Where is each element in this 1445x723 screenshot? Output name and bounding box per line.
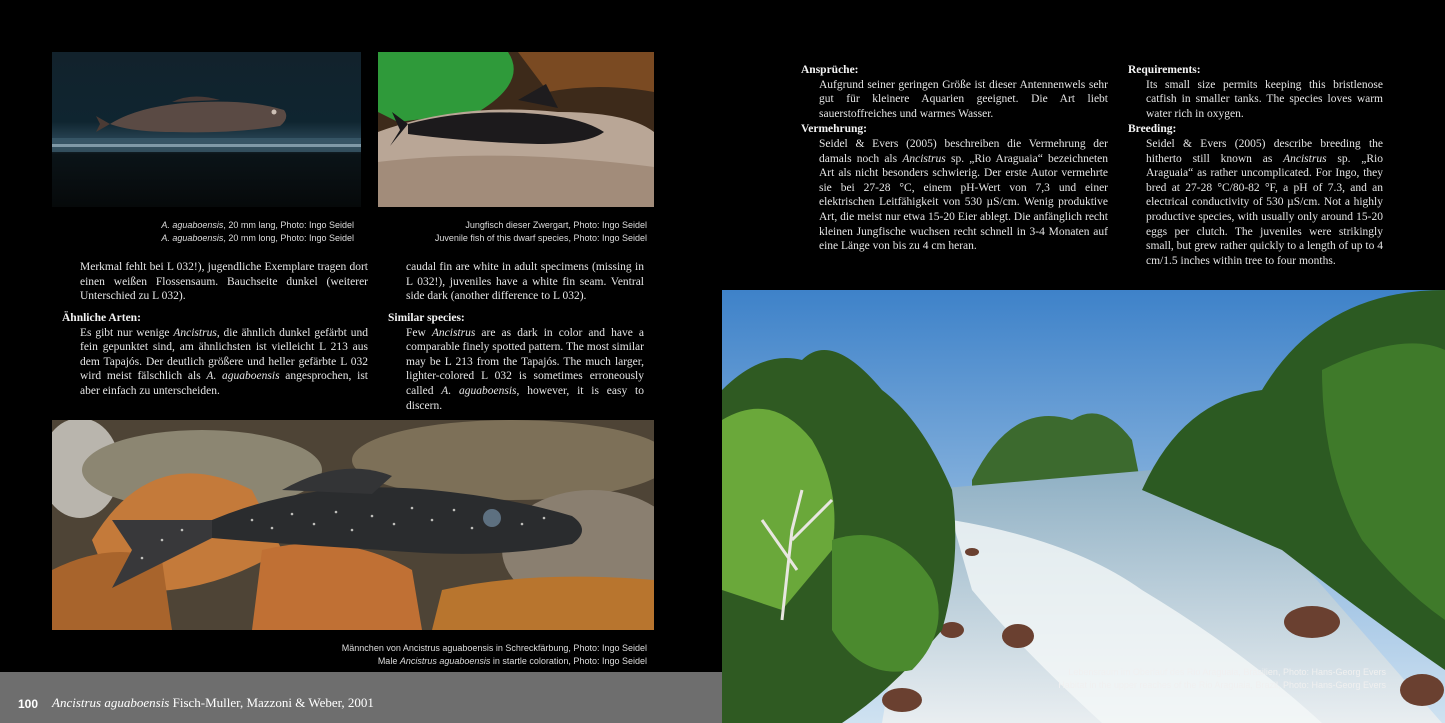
de-breeding-heading: Vermehrung: (801, 123, 868, 136)
caption-rock-en: Juvenile fish of this dwarf species, Photo: Ingo Seidel (434, 233, 647, 243)
en-similar-text: Few Ancistrus are as dark in color and have a comparable finely spotted pattern. The most similar may be L 213 from the Tapajós. The much larger, lighter-colored L 032 is sometimes erroneously called A. aguaboensis, however, it is easy to discern. (406, 326, 645, 412)
left-english-column (406, 260, 644, 304)
caption-male-de: Männchen von Ancistrus aguaboensis in Schreckfärbung, Photo: Ingo Seidel (341, 643, 647, 653)
caption-male-photo (52, 642, 647, 668)
de-requirements-text: Aufgrund seiner geringen Größe ist dieser Antennenwels sehr gut für kleinere Aquarien geeignet. Die Art liebt sauerstoffreiches und warmes Wasser. (819, 78, 1108, 120)
en-requirements-text: Its small size permits keeping this bristlenose catfish in smaller tanks. The species loves warm water rich in oxygen. (1146, 78, 1383, 120)
de-requirements-heading: Ansprüche: (801, 64, 859, 76)
photo-juvenile-rock (378, 52, 654, 207)
left-english-similar (388, 311, 644, 413)
left-german-similar (62, 311, 368, 399)
right-german-column (801, 63, 1108, 254)
right-page (722, 0, 1445, 723)
de-similar-heading: Ähnliche Arten: (62, 312, 141, 324)
caption-tank-photo (52, 219, 354, 245)
de-breeding-text: Seidel & Evers (2005) beschreiben die Vermehrung der damals noch als Ancistrus sp. „Rio Araguaia“ bezeichneten Art als nicht besonders schwierig. Der erste Autor vermehrte sie bei 27-28 °C, einem pH-Wert von 7,3 und einer elektrischen Leitfähigkeit von 530 µS/cm. Wenig produktive Art, die meist nur etwa 15-20 Eier ablegt. Die anfänglich recht kleinen Jungfische wuchsen recht schnell in 3-4 Monaten auf eine Länge von bis zu 4 cm heran. (819, 137, 1109, 253)
caption-rock-de: Jungfisch dieser Zwergart, Photo: Ingo Seidel (465, 220, 647, 230)
right-english-column (1128, 63, 1383, 268)
en-requirements-heading: Requirements: (1128, 64, 1201, 76)
en-para-fin: caudal fin are white in adult specimens (missing in L 032!), juveniles have a white fin seam. Ventral side dark (another difference to L 032). (406, 261, 644, 303)
left-page (0, 0, 722, 723)
caption-male-en: Male Ancistrus aguaboensis in startle coloration, Photo: Ingo Seidel (377, 656, 647, 666)
photo-river-habitat (722, 290, 1445, 723)
caption-river-de: Lebensraum im Oberlauf des Rio Araguaia, Brasilien, Photo: Hans-Georg Evers (1068, 667, 1386, 677)
page-number: 100 (18, 697, 39, 711)
page-footer (0, 672, 722, 723)
de-similar-text: Es gibt nur wenige Ancistrus, die ähnlich dunkel gefärbt und fein gepunktet sind, am ähnlichsten ist vielleicht L 213 aus dem Tapajós. Der deutlich größere und heller gefärbte L 032 wird meist fälschlich als A. aguaboensis angesprochen, ist aber einfach zu unterscheiden. (80, 326, 368, 397)
en-breeding-heading: Breeding: (1128, 123, 1177, 136)
caption-river-photo (1022, 666, 1386, 692)
tank-fish-illustration (52, 52, 361, 207)
caption-river-en: Habitat in the upper reaches of the Rio Araguaia, Brazil, Photo: Hans-Georg Evers (1058, 680, 1386, 690)
caption-rock-photo (378, 219, 647, 245)
photo-juvenile-tank (52, 52, 361, 207)
de-para-fin: Merkmal fehlt bei L 032!), jugendliche Exemplare tragen dort einen weißen Flossensaum. Bauchseite dunkel (weiterer Unterschied zu L 032). (80, 261, 368, 303)
rock-fish-illustration (378, 52, 654, 207)
photo-male-startle (52, 420, 654, 630)
left-german-column (80, 260, 368, 304)
en-breeding-text: Seidel & Evers (2005) describe breeding the hitherto still known as Ancistrus sp. „Rio Araguaia“ as rather uncomplicated. For Ingo, they bred at 27-28 °C/80-82 °F, a pH of 7.3, and an electrical conductivity of 530 µS/cm. Not a highly productive species, with usually only around 15-20 eggs per clutch. The juveniles were strikingly small, but grew rather quickly to a length of up to 4 cm/1.5 inches within tree to four months. (1146, 137, 1383, 267)
male-fish-illustration (52, 420, 654, 630)
running-title: Ancistrus aguaboensis Fisch-Muller, Mazzoni & Weber, 2001 (52, 695, 374, 710)
caption-tank-en: A. aguaboensis, 20 mm long, Photo: Ingo Seidel (161, 233, 354, 243)
en-similar-heading: Similar species: (388, 312, 465, 324)
caption-tank-de: A. aguaboensis, 20 mm lang, Photo: Ingo Seidel (161, 220, 354, 230)
river-illustration (722, 290, 1445, 723)
